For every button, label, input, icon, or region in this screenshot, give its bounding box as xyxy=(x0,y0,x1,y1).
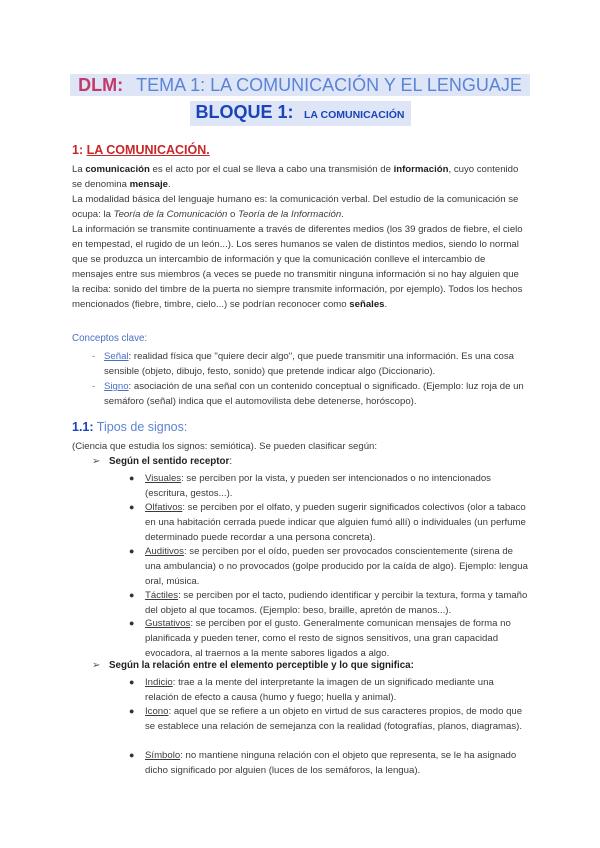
classification-intro: (Ciencia que estudia los signos: semiótica). Se pueden clasificar según: xyxy=(72,441,378,452)
course-code: DLM: xyxy=(74,74,127,96)
section-number: 1.1: xyxy=(72,420,94,434)
block-label: BLOQUE 1: xyxy=(193,101,297,123)
main-title xyxy=(0,74,600,96)
topic-title: TEMA 1: LA COMUNICACIÓN Y EL LENGUAJE xyxy=(132,74,526,96)
block-title xyxy=(0,101,600,126)
group-heading-relation: ➢ Según la relación entre el elemento perceptible y lo que significa: xyxy=(92,660,414,671)
block-subtitle: LA COMUNICACIÓN xyxy=(301,104,408,126)
section-1-heading xyxy=(72,143,210,157)
list-item: ● Gustativos: se perciben por el gusto. Generalmente comunican mensajes de forma no planificada y pueden tener, como el resto de signos sensitivos, una gran capacidad evocadora, al traernos a la mente sabores ligados a algo. xyxy=(129,618,511,660)
group-heading-sense: ➢ Según el sentido receptor: xyxy=(92,456,233,467)
section-number: 1: xyxy=(72,143,84,157)
list-item: ● Olfativos: se perciben por el olfato, y pueden sugerir significados colectivos (olor a tabaco en una habitación cerrada puede indicar que alguien fumó allí) o individuales (un perfume determinado puede recordar a una persona concreta). xyxy=(129,502,526,544)
arrow-bullet-icon: ➢ xyxy=(92,456,101,467)
list-item: ● Icono: aquel que se refiere a un objeto en virtud de sus caracteres propios, de modo que se establece una relación de semejanza con la realidad (fotografías, planos, diagramas). xyxy=(129,706,523,733)
arrow-bullet-icon: ➢ xyxy=(92,660,101,671)
list-item: ● Símbolo: no mantiene ninguna relación con el objeto que representa, se le ha asignado dicho significado por alguien (luces de los semáforos, la lengua). xyxy=(129,750,517,777)
list-item: ● Auditivos: se perciben por el oído, pueden ser provocados conscientemente (sirena de una ambulancia) o no provocados (golpe producido por la caída de algo). Ejemplo: lengua oral, música. xyxy=(129,546,528,588)
concept-item: - Signo: asociación de una señal con un contenido conceptual o significado. (Ejemplo: luz roja de un semáforo (señal) indica que el automovilista debe detenerse, horóscopo). xyxy=(92,381,524,408)
section-title: Tipos de signos: xyxy=(96,420,188,434)
section-title: LA COMUNICACIÓN. xyxy=(86,143,210,157)
concept-item: - Señal: realidad física que "quiere decir algo", que puede transmitir una información. Es una cosa sensible (objeto, dibujo, festo, sonido) que pretende indicar algo (Diccionario). xyxy=(92,351,514,378)
list-item: ● Indicio: trae a la mente del interpretante la imagen de un significado mediante una relación de efecto a causa (humo y fuego; huella y animal). xyxy=(129,677,494,704)
paragraph-definition: La comunicación es el acto por el cual se lleva a cabo una transmisión de información, cuyo contenido se denomina mensaje. xyxy=(72,164,519,191)
list-item: ● Táctiles: se perciben por el tacto, pudiendo identificar y percibir la textura, forma y tamaño del objeto al que tocamos. (Ejemplo: beso, braille, apretón de manos...). xyxy=(129,590,528,617)
paragraph-modality: La modalidad básica del lenguaje humano es: la comunicación verbal. Del estudio de la comunicación se ocupa: la Teoría de la Comunicación o Teoría de la Información. xyxy=(72,194,519,221)
list-item: ● Visuales: se perciben por la vista, y pueden ser intencionados o no intencionados (escritura, gestos...). xyxy=(129,473,491,500)
section-1-1-heading xyxy=(72,420,187,434)
paragraph-transmission: La información se transmite continuamente a través de diferentes medios (los 39 grados de fiebre, el cielo en tempestad, el rugido de un león...). Los seres humanos se valen de distintos medios, siendo lo normal que se produzca un intercambio de información y que la comunicación conlleve el intercambio de mensajes entre sus miembros (a veces se puede no transmitir ninguna información si no hay alguien que la reciba: sonido del timbre de la puerta no siempre transmite información, por ejemplo). Todos los hechos mencionados (fiebre, timbre, cielo...) se podrían reconocer como señales. xyxy=(72,224,523,311)
key-concepts-title: Conceptos clave: xyxy=(72,333,148,344)
